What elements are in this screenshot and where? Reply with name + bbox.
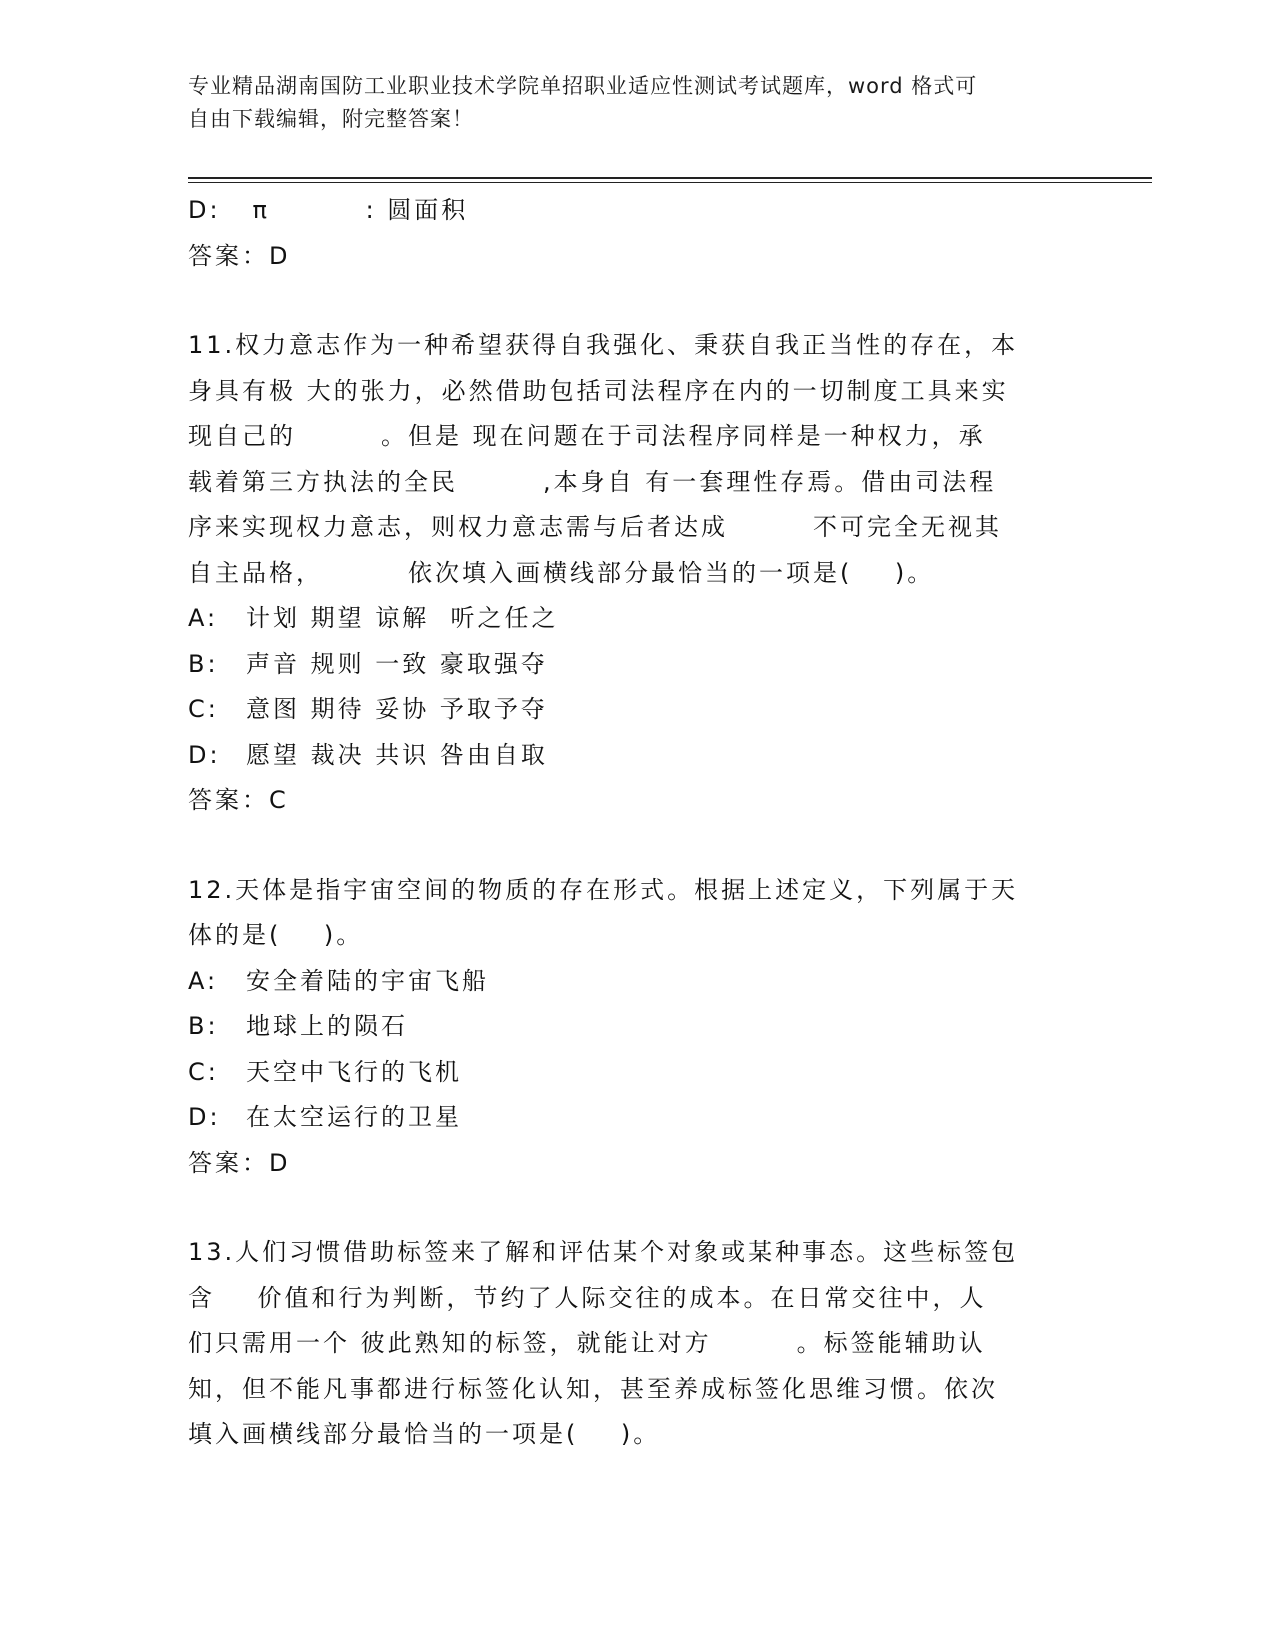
question-13-line: 填入画横线部分最恰当的一项是( )。 [188,1420,661,1448]
question-12-line: 12.天体是指宇宙空间的物质的存在形式。根据上述定义，下列属于天 [188,875,1019,904]
spacer [188,824,1088,868]
page-header [188,70,1068,136]
question-11-line: 现自己的 。但是 现在问题在于司法程序同样是一种权力，承 [188,422,986,450]
header-line-2: 自由下载编辑，附完整答案！ [188,107,474,131]
question-11-line: 身具有极 大的张力，必然借助包括司法程序在内的一切制度工具来实 [188,376,1009,405]
option-text: 地球上的陨石 [246,1012,408,1040]
header-line-1: 专业精品湖南国防工业职业技术学院单招职业适应性测试考试题库，word 格式可 [188,74,978,98]
option-text: 声音 规则 一致 豪取强夺 [246,649,548,678]
question-11-line: 自主品格， 依次填入画横线部分最恰当的一项是( )。 [188,558,935,587]
option-letter: B: [188,649,219,678]
header-divider [188,177,1152,179]
option-text: 在太空运行的卫星 [246,1103,462,1131]
question-11-answer: 答案：C [188,786,289,814]
option-text: 安全着陆的宇宙飞船 [246,966,489,995]
question-12-option-c [188,1050,1088,1096]
question-11-option-d [188,733,1088,779]
question-11 [188,323,1088,824]
question-12-answer: 答案：D [188,1148,291,1177]
option-letter: C: [188,1057,219,1086]
option-text: 愿望 裁决 共识 咎由自取 [246,740,548,769]
option-text: 计划 期望 谅解 听之任之 [246,604,559,632]
spacer [188,279,1088,323]
question-12-option-d [188,1095,1088,1141]
option-text: 意图 期待 妥协 予取予夺 [246,695,548,723]
question-12-option-b [188,1004,1088,1050]
question-11-line: 11.权力意志作为一种希望获得自我强化、秉获自我正当性的存在，本 [188,331,1019,359]
question-13-line: 们只需用一个 彼此熟知的标签，就能让对方 。标签能辅助认 [188,1329,986,1357]
option-letter: A: [188,966,219,995]
question-13-line: 13.人们习惯借助标签来了解和评估某个对象或某种事态。这些标签包 [188,1238,1019,1266]
option-text: 天空中飞行的飞机 [246,1057,462,1086]
option-letter: D: [188,740,221,769]
spacer [188,1186,1088,1230]
question-11-option-b [188,642,1088,688]
question-11-option-c [188,687,1088,733]
question-12-line: 体的是( )。 [188,921,364,949]
option-letter: B: [188,1012,219,1040]
option-letter: C: [188,695,219,723]
option-letter: A: [188,604,219,632]
question-11-line: 载着第三方执法的全民 ,本身自 有一套理性存焉。借由司法程 [188,467,997,496]
question-11-option-a [188,596,1088,642]
question-12 [188,868,1088,1187]
question-13-line: 含 价值和行为判断，节约了人际交往的成本。在日常交往中，人 [188,1283,987,1312]
question-12-option-a [188,959,1088,1005]
prev-answer: 答案：D [188,241,291,270]
prev-option-d: D: π : 圆面积 [188,196,469,224]
header-divider-thin [188,182,1152,183]
option-letter: D: [188,1103,221,1131]
question-11-line: 序来实现权力意志，则权力意志需与后者达成 不可完全无视其 [188,513,1003,541]
document-body [188,188,1088,1458]
question-13-line: 知，但不能凡事都进行标签化认知，甚至养成标签化思维习惯。依次 [188,1374,998,1403]
question-13 [188,1230,1088,1458]
